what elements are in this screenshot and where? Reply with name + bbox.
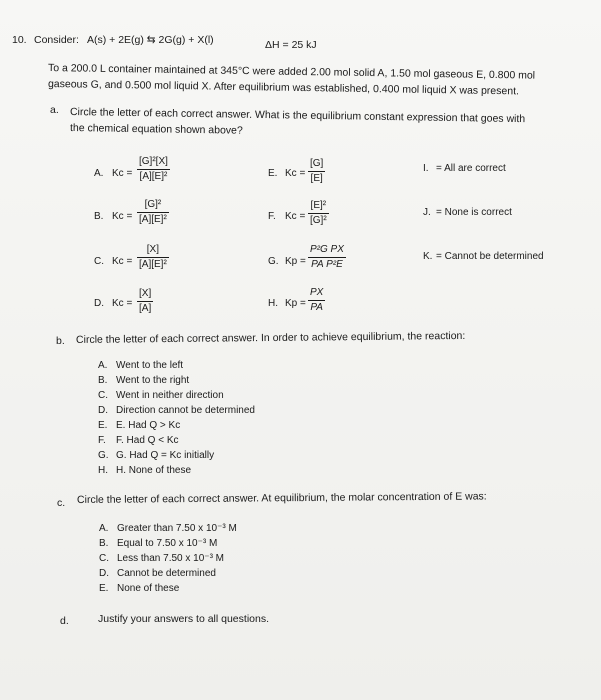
option-h-denominator: PA [310,302,323,313]
part-b-option-f[interactable] [98,435,179,446]
option-text: Direction cannot be determined [116,405,255,416]
option-b-denominator: [A][E]² [139,214,167,225]
option-letter: G. [98,450,109,461]
option-j-text: = None is correct [436,207,512,218]
option-letter: B. [99,538,109,549]
setup-line-2: gaseous G, and 0.500 mol liquid X. After equilibrium was established, 0.400 mol liquid X was present. [47,78,520,98]
option-a-fraction [137,156,170,183]
option-text: Went in neither direction [116,390,224,401]
option-a-letter[interactable]: A. [94,168,104,179]
option-e-numerator: [G] [310,158,324,169]
question-number: 10. [12,34,27,46]
option-b-numerator: [G]² [144,199,162,210]
reaction-equation: A(s) + 2E(g) ⇆ 2G(g) + X(l) [87,34,214,46]
option-letter: C. [98,390,108,401]
part-c-option-b[interactable] [99,538,217,549]
option-d-fraction [137,288,153,315]
option-letter: B. [98,375,108,386]
option-d-letter[interactable]: D. [94,298,104,309]
option-letter: D. [99,568,109,579]
part-b-option-c[interactable] [98,390,224,401]
option-c-denominator: [A][E]² [139,259,167,270]
option-text: Went to the left [116,360,184,371]
option-b-letter[interactable]: B. [94,211,104,222]
option-text: Cannot be determined [117,568,216,579]
part-a-prompt-2: the chemical equation shown above? [69,122,243,137]
part-a-prompt-1: Circle the letter of each correct answer. What is the equilibrium constant expression that goes with [69,106,526,126]
part-c-option-c[interactable] [99,553,224,564]
option-text: G. Had Q = Kc initially [116,450,215,461]
option-g-denominator: PA P²E [311,259,343,270]
option-text: None of these [117,583,180,594]
consider-label: Consider: [34,34,79,46]
option-text: Equal to 7.50 x 10⁻³ M [117,538,218,549]
part-b-label: b. [56,335,65,347]
part-d-label: d. [60,615,69,627]
setup-line-1: To a 200.0 L container maintained at 345°C were added 2.00 mol solid A, 1.50 mol gaseous E, 0.800 mol [47,62,536,82]
fraction-bar [308,300,325,301]
fraction-bar [137,257,169,258]
option-e-letter[interactable]: E. [268,168,278,179]
option-a-lhs: Kc = [112,168,133,179]
option-e-denominator: [E] [310,173,323,184]
option-letter: A. [98,360,108,371]
part-b-option-g[interactable] [98,450,214,461]
option-a-numerator: [G]²[X] [139,156,168,167]
option-d-denominator: [A] [139,303,152,314]
option-e-lhs: Kc = [285,168,306,179]
part-a-label: a. [50,104,59,116]
option-g-lhs: Kp = [285,256,306,267]
option-text: F. Had Q < Kc [116,435,179,446]
option-j-letter[interactable]: J. [423,207,431,218]
option-c-letter[interactable]: C. [94,256,104,267]
option-text: E. Had Q > Kc [116,420,181,431]
option-text: Went to the right [116,375,190,386]
option-letter: C. [99,553,109,564]
part-c-option-e[interactable] [99,583,179,594]
option-f-letter[interactable]: F. [268,211,276,222]
part-b-option-e[interactable] [98,420,180,431]
option-c-lhs: Kc = [112,256,133,267]
option-b-lhs: Kc = [112,211,133,222]
option-text: Less than 7.50 x 10⁻³ M [117,553,225,564]
option-f-numerator: [E]² [310,200,327,211]
option-c-fraction [137,244,169,271]
part-c-option-d[interactable] [99,568,216,579]
enthalpy-value: ΔH = 25 kJ [265,39,317,51]
fraction-bar [137,301,153,302]
option-text: Greater than 7.50 x 10⁻³ M [117,523,237,534]
option-letter: E. [99,583,109,594]
part-b-option-a[interactable] [98,360,183,371]
fraction-bar [308,213,329,214]
part-b-prompt: Circle the letter of each correct answer. In order to achieve equilibrium, the reaction: [75,329,466,346]
fraction-bar [137,212,169,213]
part-c-label: c. [57,497,66,509]
option-h-lhs: Kp = [285,298,306,309]
option-text: H. None of these [116,465,192,476]
option-f-denominator: [G]² [310,215,327,226]
option-letter: E. [98,420,108,431]
option-g-fraction [308,244,346,271]
option-c-numerator: [X] [146,244,160,255]
option-k-text: = Cannot be determined [436,251,544,262]
option-k-letter[interactable]: K. [423,251,433,262]
option-i-letter[interactable]: I. [423,163,429,174]
option-a-denominator: [A][E]² [139,171,168,182]
fraction-bar [137,169,170,170]
option-d-lhs: Kc = [112,298,133,309]
part-b-option-d[interactable] [98,405,255,416]
part-b-option-h[interactable] [98,465,191,476]
option-letter: A. [99,523,109,534]
option-f-lhs: Kc = [285,211,306,222]
option-letter: F. [98,435,106,446]
part-c-option-a[interactable] [99,523,237,534]
fraction-bar [308,171,325,172]
part-b-option-b[interactable] [98,375,189,386]
option-d-numerator: [X] [139,288,152,299]
option-h-fraction [308,287,325,314]
option-g-numerator: P²G PX [310,244,344,255]
part-c-prompt: Circle the letter of each correct answer. At equilibrium, the molar concentration of E was: [76,490,487,506]
option-b-fraction [137,199,169,226]
option-e-fraction [308,158,325,185]
option-g-letter[interactable]: G. [268,256,279,267]
option-letter: D. [98,405,108,416]
fraction-bar [308,257,346,258]
option-i-text: = All are correct [436,163,506,174]
part-d-prompt: Justify your answers to all questions. [98,613,269,625]
option-h-numerator: PX [310,287,324,298]
option-h-letter[interactable]: H. [268,298,278,309]
option-f-fraction [308,200,329,227]
option-letter: H. [98,465,108,476]
